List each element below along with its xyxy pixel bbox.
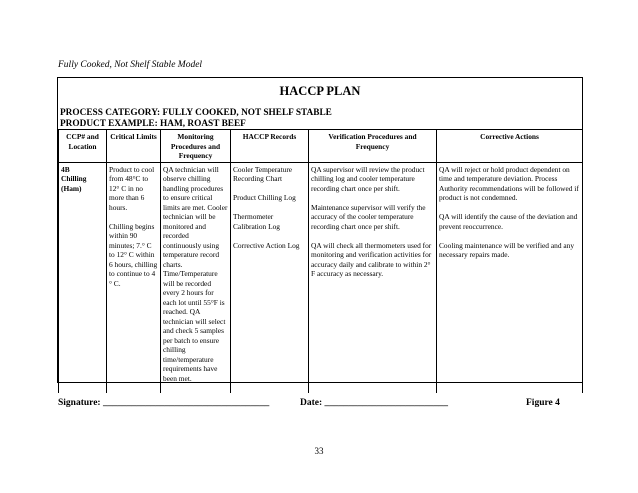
- header-monitoring: Monitoring Procedures and Frequency: [161, 130, 231, 163]
- ccp-number: 4B: [61, 164, 70, 174]
- model-title: Fully Cooked, Not Shelf Stable Model: [58, 60, 203, 70]
- plan-categories: [60, 108, 332, 130]
- figure-label: Figure 4: [526, 398, 560, 408]
- corrective-1: QA will reject or hold product dependent on time and temperature deviation. Process Authority recommendations will be followed if product is not condemned.: [439, 164, 579, 202]
- header-ccp: CCP# and Location: [59, 130, 107, 163]
- cell-corrective: [437, 162, 583, 393]
- product-example: PRODUCT EXAMPLE: HAM, ROAST BEEF: [60, 119, 246, 129]
- verification-1: QA supervisor will review the product chilling log and cooler temperature recording chart once per shift.: [311, 164, 425, 193]
- haccp-table: [58, 129, 583, 393]
- plan-title: HACCP PLAN: [279, 84, 361, 98]
- cell-records: [231, 162, 309, 393]
- table-header-row: [59, 130, 583, 163]
- critical-limit-1: Product to cool from 48°C to 12° C in no more than 6 hours.: [109, 164, 155, 212]
- record-1: Cooler Temperature Recording Chart: [233, 164, 293, 183]
- header-corrective: Corrective Actions: [437, 130, 583, 163]
- verification-3: QA will check all thermometers used for monitoring and verification activities for accuracy daily and calibrate to within 2° F accuracy as necessary.: [311, 240, 432, 278]
- cell-monitoring: [161, 162, 231, 393]
- date-line: Date: __________________________: [300, 398, 449, 408]
- cell-ccp: [59, 162, 107, 393]
- signature-line: Signature: ___________________________________: [58, 398, 270, 408]
- table-row: [59, 162, 583, 393]
- critical-limit-2: Chilling begins within 90 minutes; 7.° C to 12° C within 6 hours, chilling to continue to 4 ° C.: [109, 221, 158, 288]
- record-3: Thermometer Calibration Log: [233, 212, 281, 231]
- header-records: HACCP Records: [231, 130, 309, 163]
- cell-verification: [309, 162, 437, 393]
- header-verification: Verification Procedures and Frequency: [309, 130, 437, 163]
- record-2: Product Chilling Log: [233, 193, 296, 202]
- monitoring-text: QA technician will observe chilling handling procedures to ensure critical limits are met. Cooler technician will be monitored and recorded continuously using temperature record charts. Time/Temperature will be recorded every 2 hours for each lot until 55°F is reached. QA technician will select and check 5 samples per batch to ensure chilling time/temperature requirements have been met.: [163, 164, 228, 383]
- corrective-2: QA will identify the cause of the deviation and prevent reoccurrence.: [439, 212, 578, 231]
- verification-2: Maintenance supervisor will verify the accuracy of the cooler temperature recording chart once per shift.: [311, 202, 426, 231]
- process-category: PROCESS CATEGORY: FULLY COOKED, NOT SHELF STABLE: [60, 108, 332, 118]
- ccp-product: (Ham): [61, 183, 82, 193]
- cell-critical-limits: [107, 162, 161, 393]
- record-4: Corrective Action Log: [233, 240, 300, 250]
- header-critical-limits: Critical Limits: [107, 130, 161, 163]
- haccp-plan-box: [57, 77, 583, 383]
- page-number: 33: [314, 446, 324, 456]
- corrective-3: Cooling maintenance will be verified and any necessary repairs made.: [439, 240, 575, 259]
- ccp-step: Chilling: [61, 174, 87, 183]
